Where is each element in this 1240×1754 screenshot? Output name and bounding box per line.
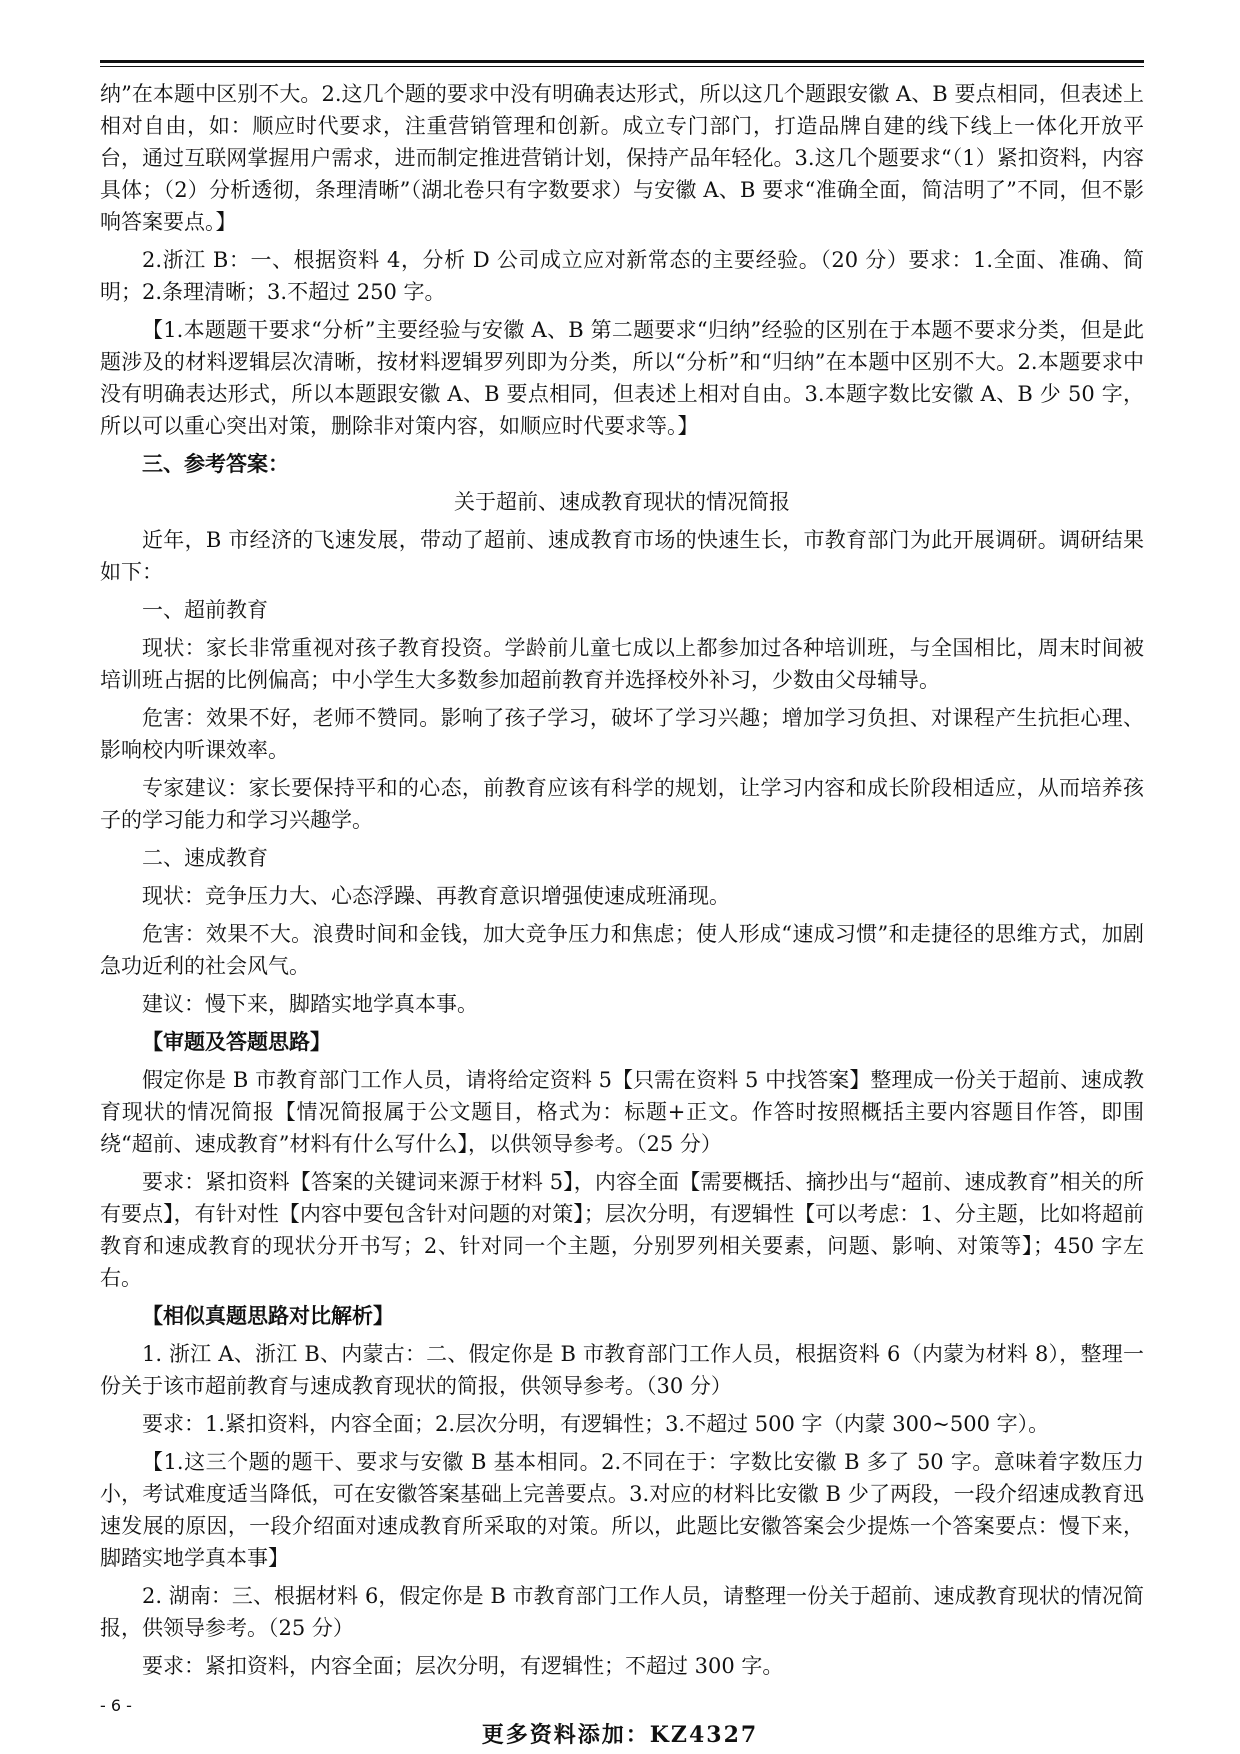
footer-ad: 更多资料添加：KZ4327 [481,1722,759,1748]
paragraph: 要求：紧扣资料【答案的关键词来源于材料 5】，内容全面【需要概括、摘抄出与“超前、速成教育”相关的所有要点】，有针对性【内容中要包含针对问题的对策】；层次分明，有逻辑性【可以考虑：1、分主题，比如将超前教育和速成教育的现状分开书写；2、针对同一个主题，分别罗列相关要素，问题、影响、对策等】；450 字左右。 [100,1170,1144,1290]
paragraph: 专家建议：家长要保持平和的心态，前教育应该有科学的规划，让学习内容和成长阶段相适应，从而培养孩子的学习能力和学习兴趣学。 [100,776,1144,832]
section-heading: 【审题及答题思路】 [142,1029,331,1054]
paragraph: 要求：紧扣资料，内容全面；层次分明，有逻辑性；不超过 300 字。 [142,1654,784,1678]
paragraph: 现状：竞争压力大、心态浮躁、再教育意识增强使速成班涌现。 [142,884,730,908]
paragraph: 2. 湖南：三、根据材料 6，假定你是 B 市教育部门工作人员，请整理一份关于超前、速成教育现状的情况简报，供领导参考。（25 分） [100,1584,1144,1640]
header-rule-thick [100,60,1144,63]
subsection-heading: 二、速成教育 [142,846,268,870]
report-title: 关于超前、速成教育现状的情况简报 [454,490,790,514]
subsection-heading: 一、超前教育 [142,598,268,622]
paragraph: 纳”在本题中区别不大。2.这几个题的要求中没有明确表达形式，所以这几个题跟安徽 A、B 要点相同，但表述上相对自由，如：顺应时代要求，注重营销管理和创新。成立专门部门，打造品牌自建的线下线上一体化开放平台，通过互联网掌握用户需求，进而制定推进营销计划，保持产品年轻化。3.这几个题要求“（1）紧扣资料，内容具体；（2）分析透彻，条理清晰”（湖北卷只有字数要求）与安徽 A、B 要求“准确全面，简洁明了”不同，但不影响答案要点。】 [100,82,1144,234]
header-rule-thin [100,66,1144,67]
section-heading: 三、参考答案： [142,451,289,476]
paragraph: 危害：效果不好，老师不赞同。影响了孩子学习，破坏了学习兴趣；增加学习负担、对课程产生抗拒心理、影响校内听课效率。 [100,706,1144,762]
paragraph: 近年，B 市经济的飞速发展，带动了超前、速成教育市场的快速生长，市教育部门为此开展调研。调研结果如下： [100,528,1144,584]
paragraph: 【1.本题题干要求“分析”主要经验与安徽 A、B 第二题要求“归纳”经验的区别在于本题不要求分类，但是此题涉及的材料逻辑层次清晰，按材料逻辑罗列即为分类，所以“分析”和“归纳”在本题中区别不大。2.本题要求中没有明确表达形式，所以本题跟安徽 A、B 要点相同，但表述上相对自由。3.本题字数比安徽 A、B 少 50 字，所以可以重心突出对策，删除非对策内容，如顺应时代要求等。】 [100,318,1144,438]
paragraph: 危害：效果不大。浪费时间和金钱，加大竞争压力和焦虑；使人形成“速成习惯”和走捷径的思维方式，加剧急功近利的社会风气。 [100,922,1144,978]
paragraph: 现状：家长非常重视对孩子教育投资。学龄前儿童七成以上都参加过各种培训班，与全国相比，周末时间被培训班占据的比例偏高；中小学生大多数参加超前教育并选择校外补习，少数由父母辅导。 [100,636,1144,692]
paragraph: 【1.这三个题的题干、要求与安徽 B 基本相同。2.不同在于：字数比安徽 B 多了 50 字。意味着字数压力小，考试难度适当降低，可在安徽答案基础上完善要点。3.对应的材料比安徽 B 少了两段，一段介绍速成教育迅速发展的原因，一段介绍面对速成教育所采取的对策。所以，此题比安徽答案会少提炼一个答案要点：慢下来，脚踏实地学真本事】 [100,1450,1144,1570]
section-heading: 【相似真题思路对比解析】 [142,1303,394,1328]
paragraph: 假定你是 B 市教育部门工作人员，请将给定资料 5【只需在资料 5 中找答案】整理成一份关于超前、速成教育现状的情况简报【情况简报属于公文题目，格式为：标题+正文。作答时按照概括主要内容题目作答，即围绕“超前、速成教育”材料有什么写什么】，以供领导参考。（25 分） [100,1068,1144,1156]
document-body [100,78,1144,1688]
paragraph: 2.浙江 B：一、根据资料 4，分析 D 公司成立应对新常态的主要经验。（20 分）要求：1.全面、准确、简明；2.条理清晰；3.不超过 250 字。 [100,248,1144,304]
paragraph: 建议：慢下来，脚踏实地学真本事。 [142,992,478,1016]
paragraph: 1. 浙江 A、浙江 B、内蒙古：二、假定你是 B 市教育部门工作人员，根据资料 6（内蒙为材料 8），整理一份关于该市超前教育与速成教育现状的简报，供领导参考。（30 分） [100,1342,1144,1398]
page-number: - 6 - [100,1696,132,1715]
paragraph: 要求：1.紧扣资料，内容全面；2.层次分明，有逻辑性；3.不超过 500 字（内蒙 300~500 字）。 [142,1412,1050,1436]
